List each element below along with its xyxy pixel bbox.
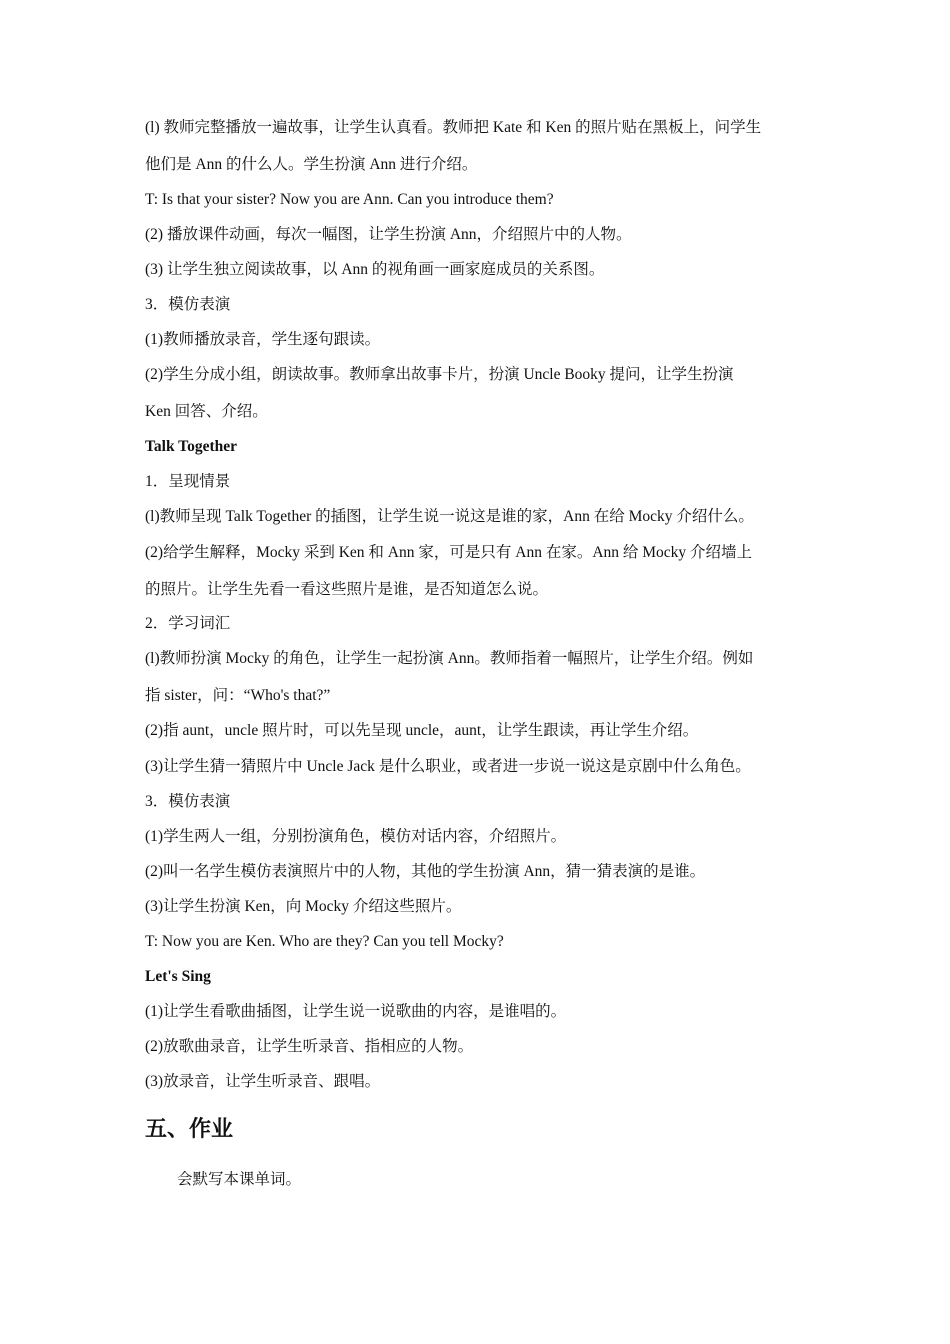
text-line: (2)放歌曲录音，让学生听录音、指相应的人物。 <box>145 1038 474 1055</box>
text-line: (l)教师扮演 Mocky 的角色，让学生一起扮演 Ann。教师指着一幅照片，让学生介绍。例如 <box>145 650 754 667</box>
text-line: (2) 播放课件动画，每次一幅图，让学生扮演 Ann，介绍照片中的人物。 <box>145 226 632 243</box>
text-line: (l)教师呈现 Talk Together 的插图，让学生说一说这是谁的家，Ann 在给 Mocky 介绍什么。 <box>145 508 754 525</box>
text-line: T: Is that your sister? Now you are Ann. Can you introduce them? <box>145 191 554 208</box>
text-line: 的照片。让学生先看一看这些照片是谁，是否知道怎么说。 <box>145 581 549 598</box>
text-line: (2)叫一名学生模仿表演照片中的人物，其他的学生扮演 Ann，猜一猜表演的是谁。 <box>145 863 706 880</box>
homework-text: 会默写本课单词。 <box>177 1171 302 1188</box>
text-line: (1)学生两人一组，分别扮演角色，模仿对话内容，介绍照片。 <box>145 828 567 845</box>
text-line: (2)指 aunt，uncle 照片时，可以先呈现 uncle，aunt，让学生跟读，再让学生介绍。 <box>145 722 699 739</box>
text-line: (3)让学生猜一猜照片中 Uncle Jack 是什么职业，或者进一步说一说这是京剧中什么角色。 <box>145 758 751 775</box>
text-line: 3．模仿表演 <box>145 296 231 313</box>
text-line: (1)教师播放录音，学生逐句跟读。 <box>145 331 381 348</box>
subheading-lets-sing: Let's Sing <box>145 968 211 985</box>
text-line: 指 sister，问：“Who's that?” <box>145 687 331 704</box>
text-line: 他们是 Ann 的什么人。学生扮演 Ann 进行介绍。 <box>145 156 478 173</box>
text-line: (2)给学生解释，Mocky 采到 Ken 和 Ann 家，可是只有 Ann 在家。Ann 给 Mocky 介绍墙上 <box>145 544 753 561</box>
text-line: 1．呈现情景 <box>145 473 231 490</box>
text-line: (2)学生分成小组，朗读故事。教师拿出故事卡片，扮演 Uncle Booky 提问，让学生扮演 <box>145 366 734 383</box>
text-line: (l) 教师完整播放一遍故事，让学生认真看。教师把 Kate 和 Ken 的照片贴在黑板上，问学生 <box>145 119 762 136</box>
text-line: (3) 让学生独立阅读故事，以 Ann 的视角画一画家庭成员的关系图。 <box>145 261 605 278</box>
text-line: (1)让学生看歌曲插图，让学生说一说歌曲的内容，是谁唱的。 <box>145 1003 567 1020</box>
text-line: T: Now you are Ken. Who are they? Can you tell Mocky? <box>145 933 504 950</box>
text-line: (3)放录音，让学生听录音、跟唱。 <box>145 1073 381 1090</box>
text-line: 2．学习词汇 <box>145 615 231 632</box>
section-heading: 五、作业 <box>145 1117 234 1142</box>
subheading-talk-together: Talk Together <box>145 438 238 455</box>
text-line: 3．模仿表演 <box>145 793 231 810</box>
text-line: (3)让学生扮演 Ken，向 Mocky 介绍这些照片。 <box>145 898 462 915</box>
text-line: Ken 回答、介绍。 <box>145 403 268 420</box>
